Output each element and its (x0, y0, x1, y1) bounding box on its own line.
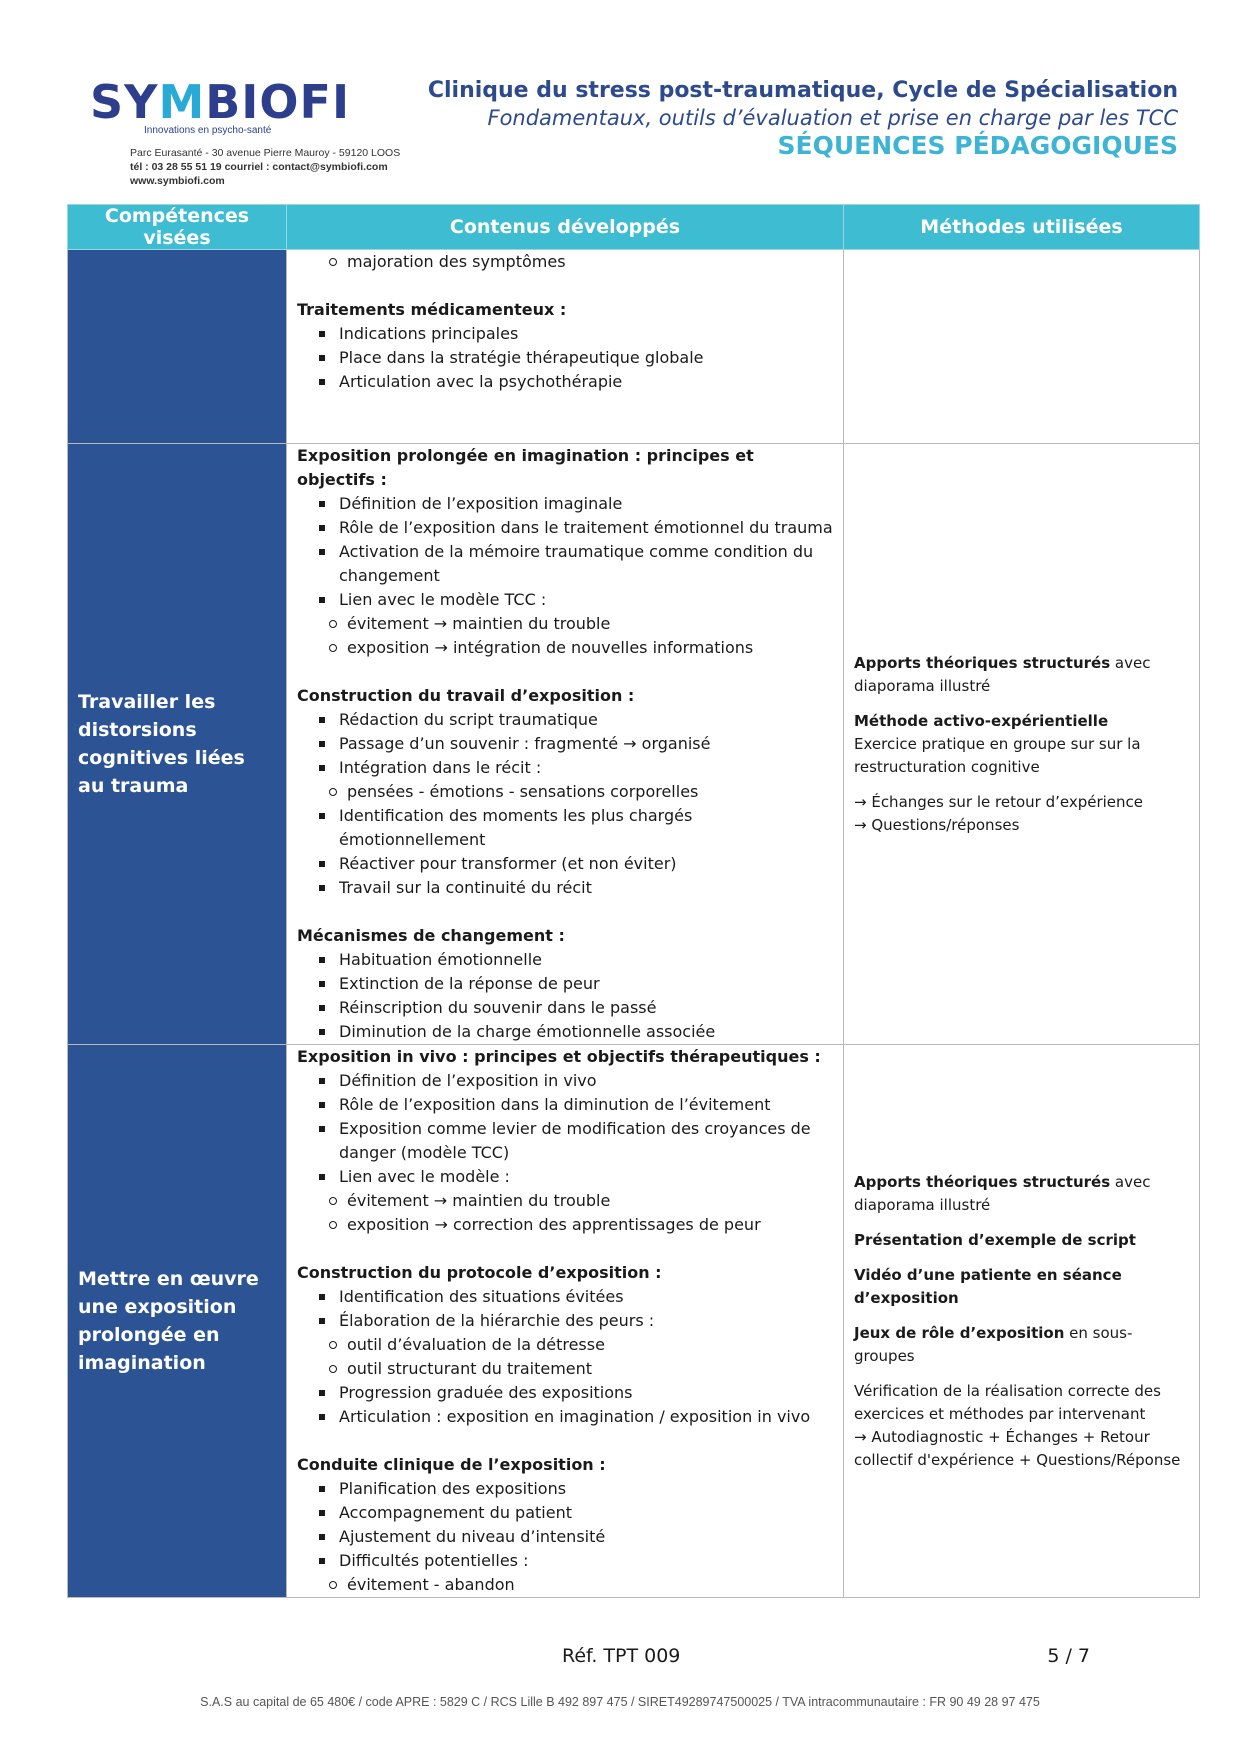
list-item: évitement → maintien du trouble (297, 1189, 835, 1213)
list-item: Progression graduée des expositions (297, 1381, 835, 1405)
list-item: Réinscription du souvenir dans le passé (297, 996, 835, 1020)
list-item: exposition → intégration de nouvelles informations (297, 636, 835, 660)
method-item (854, 1380, 1191, 1426)
method-item (854, 1171, 1191, 1217)
symbiofi-logo (76, 73, 440, 191)
competence-cell (68, 250, 287, 444)
spacer (297, 900, 835, 924)
list-item: Élaboration de la hiérarchie des peurs : (297, 1309, 835, 1333)
content-cell (287, 250, 844, 444)
content-cell (287, 1045, 844, 1598)
spacer (854, 1368, 1191, 1380)
list-item: Habituation émotionnelle (297, 948, 835, 972)
method-text: avec diaporama illustré (854, 1172, 1151, 1214)
methods-cell (844, 250, 1200, 444)
list-item: Définition de l’exposition imaginale (297, 492, 835, 516)
competence-cell: Travailler les distorsions cognitives liées au trauma (68, 444, 287, 1045)
list-item: Articulation : exposition en imagination / exposition in vivo (297, 1405, 835, 1429)
competence-cell: Mettre en œuvre une exposition prolongée en imagination (68, 1045, 287, 1598)
list-item: Identification des moments les plus chargés émotionnellement (297, 804, 835, 852)
method-text: → Échanges sur le retour d’expérience (854, 792, 1144, 811)
list-item: Indications principales (297, 322, 835, 346)
list-item: Place dans la stratégie thérapeutique globale (297, 346, 835, 370)
method-text: Exercice pratique en groupe sur sur la restructuration cognitive (854, 734, 1141, 776)
list-item: Lien avec le modèle : (297, 1165, 835, 1189)
content-section-title: Exposition prolongée en imagination : principes et objectifs : (297, 446, 754, 489)
document-section: SÉQUENCES PÉDAGOGIQUES (777, 131, 1178, 160)
spacer (297, 1429, 835, 1453)
content-section-title: Construction du travail d’exposition : (297, 686, 635, 705)
list-item: Intégration dans le récit : (297, 756, 835, 780)
list-item: Lien avec le modèle TCC : (297, 588, 835, 612)
list-item: outil d’évaluation de la détresse (297, 1333, 835, 1357)
sequences-table (67, 204, 1200, 1598)
method-text: avec diaporama illustré (854, 653, 1151, 695)
method-item (854, 1264, 1191, 1310)
document-header (428, 78, 1178, 160)
logo-tagline: Innovations en psycho-santé (144, 125, 272, 136)
header-contenus: Contenus développés (287, 205, 844, 250)
logo-website: www.symbiofi.com (130, 175, 225, 187)
method-highlight: Méthode activo-expérientielle (854, 711, 1109, 730)
method-item (854, 791, 1191, 814)
table-row (68, 250, 1200, 444)
logo-address-block (130, 146, 400, 188)
list-item: Identification des situations évitées (297, 1285, 835, 1309)
page-number: 5 / 7 (1047, 1645, 1090, 1667)
list-item: Accompagnement du patient (297, 1501, 835, 1525)
spacer (854, 1252, 1191, 1264)
logo-wordmark: SYMBIOFI (90, 75, 351, 129)
method-item (854, 733, 1191, 779)
spacer (297, 1237, 835, 1261)
list-item: exposition → correction des apprentissages de peur (297, 1213, 835, 1237)
list-item: Diminution de la charge émotionnelle associée (297, 1020, 835, 1044)
list-item: Articulation avec la psychothérapie (297, 370, 835, 394)
list-item: Extinction de la réponse de peur (297, 972, 835, 996)
spacer (297, 274, 835, 298)
spacer (854, 1310, 1191, 1322)
content-section-title: Exposition in vivo : principes et objectifs thérapeutiques : (297, 1047, 821, 1066)
spacer (854, 698, 1191, 710)
method-highlight: Apports théoriques structurés (854, 653, 1111, 672)
table-row (68, 1045, 1200, 1598)
method-item (854, 1426, 1191, 1472)
list-item: Difficultés potentielles : (297, 1549, 835, 1573)
method-highlight: Jeux de rôle d’exposition (854, 1323, 1065, 1342)
content-cell (287, 444, 844, 1045)
table-row (68, 444, 1200, 1045)
methods-cell (844, 444, 1200, 1045)
list-item: majoration des symptômes (297, 250, 835, 274)
methods-cell (844, 1045, 1200, 1598)
document-reference: Réf. TPT 009 (562, 1645, 681, 1667)
method-item (854, 814, 1191, 837)
logo-address: Parc Eurasanté - 30 avenue Pierre Mauroy - 59120 LOOS (130, 147, 401, 159)
method-highlight: Présentation d’exemple de script (854, 1230, 1136, 1249)
method-item (854, 1322, 1191, 1368)
document-subtitle: Fondamentaux, outils d’évaluation et prise en charge par les TCC (487, 106, 1178, 130)
legal-footer: S.A.S au capital de 65 480€ / code APRE : 5829 C / RCS Lille B 492 897 475 / SIRET49289747500025 / TVA intracommunautaire : FR 90 49 28 97 475 (200, 1695, 1040, 1709)
method-item (854, 710, 1191, 733)
list-item: évitement → maintien du trouble (297, 612, 835, 636)
method-highlight: Vidéo d’une patiente en séance d’exposition (854, 1265, 1122, 1307)
spacer (854, 1217, 1191, 1229)
spacer (297, 660, 835, 684)
method-text: en sous-groupes (854, 1323, 1133, 1365)
header-competences: Compétences visées (68, 205, 287, 250)
method-item (854, 652, 1191, 698)
list-item: Activation de la mémoire traumatique comme condition du changement (297, 540, 835, 588)
content-section-title: Traitements médicamenteux : (297, 300, 567, 319)
list-item: Travail sur la continuité du récit (297, 876, 835, 900)
list-item: Rôle de l’exposition dans la diminution de l’évitement (297, 1093, 835, 1117)
content-section-title: Construction du protocole d’exposition : (297, 1263, 662, 1282)
method-item (854, 1229, 1191, 1252)
spacer (854, 779, 1191, 791)
list-item: évitement - abandon (297, 1573, 835, 1597)
list-item: Rôle de l’exposition dans le traitement émotionnel du trauma (297, 516, 835, 540)
content-section-title: Mécanismes de changement : (297, 926, 565, 945)
list-item: outil structurant du traitement (297, 1357, 835, 1381)
method-text: Vérification de la réalisation correcte des exercices et méthodes par intervenant (854, 1381, 1161, 1423)
document-title: Clinique du stress post-traumatique, Cycle de Spécialisation (427, 78, 1178, 103)
list-item: Définition de l’exposition in vivo (297, 1069, 835, 1093)
list-item: Ajustement du niveau d’intensité (297, 1525, 835, 1549)
logo-contact: tél : 03 28 55 51 19 courriel : contact@symbiofi.com (130, 161, 388, 173)
list-item: Exposition comme levier de modification des croyances de danger (modèle TCC) (297, 1117, 835, 1165)
list-item: pensées - émotions - sensations corporelles (297, 780, 835, 804)
list-item: Planification des expositions (297, 1477, 835, 1501)
table-header-row (68, 205, 1200, 250)
list-item: Rédaction du script traumatique (297, 708, 835, 732)
list-item: Passage d’un souvenir : fragmenté → organisé (297, 732, 835, 756)
method-highlight: Apports théoriques structurés (854, 1172, 1111, 1191)
content-section-title: Conduite clinique de l’exposition : (297, 1455, 606, 1474)
method-text: → Autodiagnostic + Échanges + Retour collectif d'expérience + Questions/Réponse (854, 1427, 1181, 1469)
list-item: Réactiver pour transformer (et non éviter) (297, 852, 835, 876)
header-methodes: Méthodes utilisées (844, 205, 1200, 250)
method-text: → Questions/réponses (854, 815, 1020, 834)
